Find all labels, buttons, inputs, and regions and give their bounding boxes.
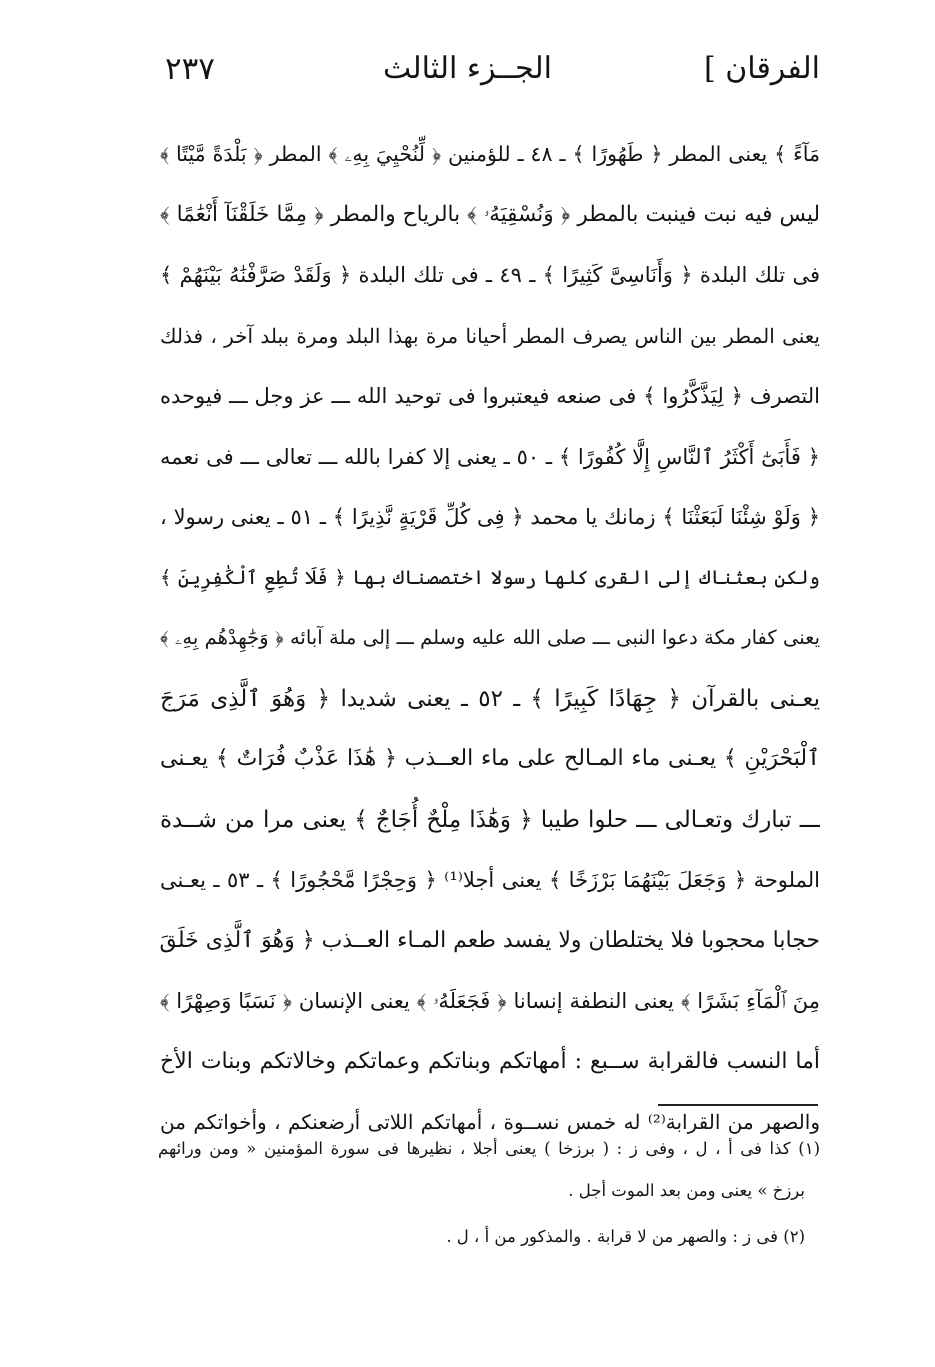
text-line: أما النسب فالقرابة ســبع : أمهاتكم وبناتكم وعماتكم وخالاتكم وبنات الأخ	[160, 1048, 820, 1074]
text-line: يعـنى بالقرآن ﴿ جِهَادًا كَبِيرًا ﴾ ـ ٥٢ ـ يعنى شديدا ﴿ وَهُوَ ٱلَّذِى مَرَجَ	[160, 685, 820, 712]
text-line: يعنى كفار مكة دعوا النبى ـــ صلى الله عليه وسلم ـــ إلى ملة آبائه ﴿ وَجَٰهِدْهُم بِهِۦ ﴾	[160, 626, 820, 649]
text-line: التصرف ﴿ لِيَذَّكَّرُوا ﴾ فى صنعه فيعتبروا فى توحيد الله ـــ عز وجل ـــ فيوحده	[160, 384, 820, 408]
text-line: فى تلك البلدة ﴿ وَأَنَاسِىَّ كَثِيرًا ﴾ ـ ٤٩ ـ فى تلك البلدة ﴿ وَلَقَدْ صَرَّفْنَٰهُ بَيْنَهُمْ ﴾	[160, 263, 820, 287]
text-line: حجابا محجوبا فلا يختلطان ولا يفسد طعم المـاء العــذب ﴿ وَهُوَ ٱلَّذِى خَلَقَ	[160, 927, 820, 953]
footnote-1-continuation: برزخ » يعنى ومن بعد الموت أجل .	[568, 1181, 805, 1200]
text-line: ﴿ وَلَوْ شِئْنَا لَبَعَثْنَا ﴾ زمانك يا محمد ﴿ فِى كُلِّ قَرْيَةٍ نَّذِيرًا ﴾ ـ ٥١ ـ يعنى رسولا ،	[160, 505, 820, 529]
text-line: ٱلْبَحْرَيْنِ ﴾ يعـنى ماء المـالح على ماء العــذب ﴿ هَٰذَا عَذْبٌ فُرَاتٌ ﴾ يعـنى	[160, 746, 820, 771]
page-number: ٢٣٧	[165, 51, 215, 87]
footnote-2: (٢) فى ز : والصهر من لا قرابة . والمذكور من أ ، ل .	[446, 1227, 805, 1246]
text-line: الملوحة ﴿ وَجَعَلَ بَيْنَهُمَا بَرْزَخًا ﴾ يعنى أجلا⁽¹⁾ ﴿ وَحِجْرًا مَّحْجُورًا ﴾ ـ ٥٣ ـ يعـنى	[160, 868, 820, 892]
text-line: مِنَ ٱلْمَآءِ بَشَرًا ﴾ يعنى النطفة إنسانا ﴿ فَجَعَلَهُۥ ﴾ يعنى الإنسان ﴿ نَسَبًا وَصِهْرًا ﴾	[160, 989, 820, 1013]
text-line: مَآءً ﴾ يعنى المطر ﴿ طَهُورًا ﴾ ـ ٤٨ ـ للؤمنين ﴿ لِّنُحْيِيَ بِهِۦ ﴾ المطر ﴿ بَلْدَةً مَّيْتًا ﴾	[160, 142, 820, 166]
text-line: ولكن بعثناك إلى القرى كلها رسولا اختصصناك بها ﴿ فَلَا تُطِعِ ٱلْكَٰفِرِينَ ﴾	[160, 565, 820, 589]
footnote-separator	[658, 1104, 818, 1106]
text-line: ﴿ فَأَبَىٰٓ أَكْثَرُ ٱلنَّاسِ إِلَّا كُفُورًا ﴾ ـ ٥٠ ـ يعنى إلا كفرا بالله ـــ تعالى ـــ فى نعمه	[160, 444, 820, 469]
footnote-1: (١) كذا فى أ ، ل ، وفى ز : ( برزخا ) يعنى أجلا ، نظيرها فى سورة المؤمنين « ومن ورائهم	[158, 1139, 820, 1158]
running-head-surah: الفرقان ]	[704, 51, 820, 86]
main-text	[160, 124, 820, 1153]
text-line: ليس فيه نبت فينبت بالمطر ﴿ وَنُسْقِيَهُۥ ﴾ بالرياح والمطر ﴿ مِمَّا خَلَقْنَآ أَنْعَٰمًا ﴾	[160, 201, 820, 227]
text-line: والصهر من القرابة⁽²⁾ له خمس نســوة ، أمهاتكم اللاتى أرضعنكم ، وأخواتكم من	[160, 1110, 820, 1134]
text-line: يعنى المطر بين الناس يصرف المطر أحيانا مرة بهذا البلد ومرة ببلد آخر ، فذلك	[160, 323, 820, 348]
text-line: ـــ تبارك وتعـالى ـــ حلوا طيبا ﴿ وَهَٰذَا مِلْحٌ أُجَاجٌ ﴾ يعنى مرا من شــدة	[160, 806, 820, 833]
running-head-volume: الجــزء الثالث	[383, 51, 552, 86]
